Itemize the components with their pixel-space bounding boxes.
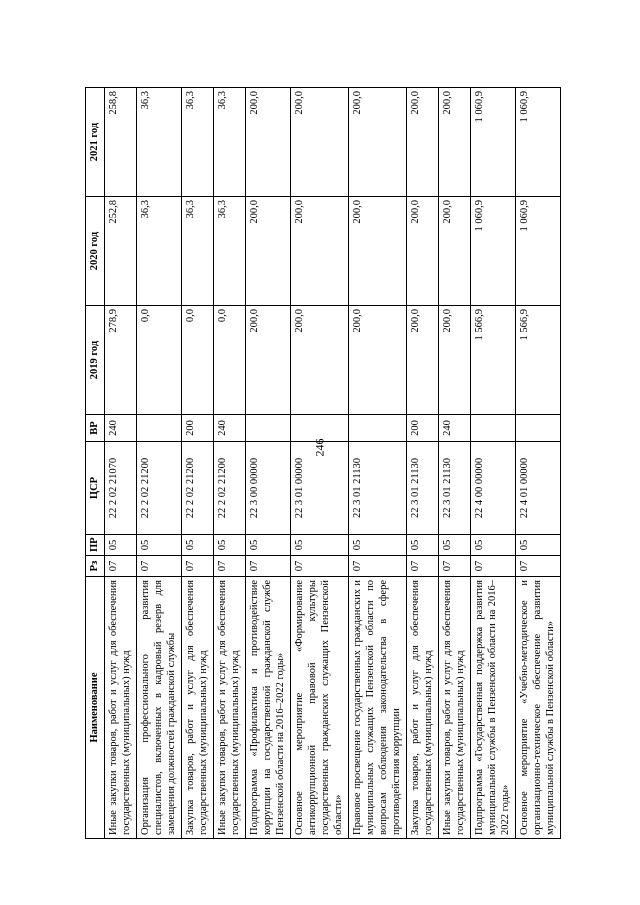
cell-rz: 07 xyxy=(137,556,182,577)
cell-2020: 1 060,9 xyxy=(516,197,561,306)
cell-csr: 22 3 01 21130 xyxy=(439,442,471,535)
cell-2020: 200,0 xyxy=(439,197,471,306)
table-row xyxy=(407,88,439,839)
cell-name: Подпрограмма «Профилактика и противодействие коррупции на государственной гражданской службе Пензенской области на 2016–2022 годы» xyxy=(246,577,291,839)
cell-pr: 05 xyxy=(214,535,246,556)
header-name: Наименование xyxy=(86,577,105,839)
cell-rz: 07 xyxy=(407,556,439,577)
rotated-table xyxy=(85,87,554,839)
table-row xyxy=(349,88,407,839)
cell-vr xyxy=(291,415,349,442)
cell-2019: 278,9 xyxy=(105,306,137,415)
header-vr: ВР xyxy=(86,415,105,442)
cell-csr: 22 3 00 00000 xyxy=(246,442,291,535)
cell-2020: 1 060,9 xyxy=(471,197,516,306)
cell-rz: 07 xyxy=(471,556,516,577)
cell-vr: 240 xyxy=(105,415,137,442)
cell-2021: 1 060,9 xyxy=(516,88,561,197)
cell-csr: 22 2 02 21070 xyxy=(105,442,137,535)
cell-name: Закупка товаров, работ и услуг для обеспечения государственных (муниципальных) нужд xyxy=(182,577,214,839)
cell-rz: 07 xyxy=(349,556,407,577)
table-row xyxy=(291,88,349,839)
cell-rz: 07 xyxy=(246,556,291,577)
cell-vr: 240 xyxy=(214,415,246,442)
cell-name: Иные закупки товаров, работ и услуг для обеспечения государственных (муниципальных) нужд xyxy=(439,577,471,839)
cell-csr: 22 2 02 21200 xyxy=(182,442,214,535)
cell-csr: 22 3 01 21130 xyxy=(407,442,439,535)
cell-rz: 07 xyxy=(439,556,471,577)
cell-2021: 1 060,9 xyxy=(471,88,516,197)
cell-csr: 22 3 01 00000 xyxy=(291,442,349,535)
cell-csr: 22 2 02 21200 xyxy=(137,442,182,535)
cell-pr: 05 xyxy=(349,535,407,556)
cell-vr xyxy=(246,415,291,442)
table-row xyxy=(214,88,246,839)
cell-2019: 0,0 xyxy=(137,306,182,415)
cell-2019: 200,0 xyxy=(291,306,349,415)
table-row xyxy=(182,88,214,839)
cell-vr xyxy=(471,415,516,442)
header-pr: ПР xyxy=(86,535,105,556)
cell-2021: 200,0 xyxy=(407,88,439,197)
cell-csr: 22 2 02 21200 xyxy=(214,442,246,535)
cell-pr: 05 xyxy=(516,535,561,556)
cell-2021: 200,0 xyxy=(349,88,407,197)
cell-vr: 200 xyxy=(407,415,439,442)
cell-name: Иные закупки товаров, работ и услуг для обеспечения государственных (муниципальных) нужд xyxy=(214,577,246,839)
table-row xyxy=(439,88,471,839)
cell-pr: 05 xyxy=(471,535,516,556)
cell-pr: 05 xyxy=(291,535,349,556)
cell-2019: 200,0 xyxy=(246,306,291,415)
cell-name: Закупка товаров, работ и услуг для обеспечения государственных (муниципальных) нужд xyxy=(407,577,439,839)
cell-2019: 1 566,9 xyxy=(471,306,516,415)
cell-2021: 200,0 xyxy=(439,88,471,197)
page-number-text: 246 xyxy=(312,438,327,457)
cell-pr: 05 xyxy=(439,535,471,556)
table-body xyxy=(105,88,561,839)
cell-2021: 200,0 xyxy=(291,88,349,197)
header-2019: 2019 год xyxy=(86,306,105,415)
cell-vr: 200 xyxy=(182,415,214,442)
cell-2020: 200,0 xyxy=(291,197,349,306)
cell-2020: 200,0 xyxy=(246,197,291,306)
cell-name: Основное мероприятие «Учебно-методическое и организационно-техническое обеспечение развития муниципальной службы в Пензенской области» xyxy=(516,577,561,839)
cell-2019: 200,0 xyxy=(407,306,439,415)
cell-rz: 07 xyxy=(516,556,561,577)
cell-csr: 22 4 01 00000 xyxy=(516,442,561,535)
table-row xyxy=(471,88,516,839)
cell-name: Организация профессионального развития специалистов, включенных в кадровый резерв для замещения должностей гражданской службы xyxy=(137,577,182,839)
cell-2021: 36,3 xyxy=(182,88,214,197)
cell-2020: 252,8 xyxy=(105,197,137,306)
cell-vr xyxy=(137,415,182,442)
budget-table xyxy=(85,87,561,839)
cell-vr: 240 xyxy=(439,415,471,442)
cell-rz: 07 xyxy=(291,556,349,577)
cell-pr: 05 xyxy=(105,535,137,556)
header-2020: 2020 год xyxy=(86,197,105,306)
cell-2021: 36,3 xyxy=(214,88,246,197)
header-rz: Рз xyxy=(86,556,105,577)
cell-2019: 0,0 xyxy=(182,306,214,415)
cell-rz: 07 xyxy=(182,556,214,577)
cell-2020: 36,3 xyxy=(182,197,214,306)
cell-name: Правовое просвещение государственных гражданских и муниципальных служащих Пензенской области по вопросам соблюдения законодательства в сфере противодействия коррупции xyxy=(349,577,407,839)
table-row xyxy=(105,88,137,839)
cell-2020: 200,0 xyxy=(349,197,407,306)
cell-2019: 0,0 xyxy=(214,306,246,415)
cell-vr xyxy=(516,415,561,442)
cell-csr: 22 4 00 00000 xyxy=(471,442,516,535)
cell-name: Основное мероприятие «Формирование антикоррупционной правовой культуры государственных гражданских служащих Пензенской области» xyxy=(291,577,349,839)
cell-2021: 36,3 xyxy=(137,88,182,197)
cell-pr: 05 xyxy=(182,535,214,556)
header-2021: 2021 год xyxy=(86,88,105,197)
cell-2020: 36,3 xyxy=(214,197,246,306)
cell-2021: 200,0 xyxy=(246,88,291,197)
cell-2019: 1 566,9 xyxy=(516,306,561,415)
cell-2019: 200,0 xyxy=(349,306,407,415)
cell-pr: 05 xyxy=(137,535,182,556)
cell-2020: 200,0 xyxy=(407,197,439,306)
cell-pr: 05 xyxy=(407,535,439,556)
cell-vr xyxy=(349,415,407,442)
cell-2021: 258,8 xyxy=(105,88,137,197)
cell-name: Иные закупки товаров, работ и услуг для обеспечения государственных (муниципальных) нужд xyxy=(105,577,137,839)
table-row xyxy=(246,88,291,839)
table-row xyxy=(516,88,561,839)
budget-table-container xyxy=(85,87,554,839)
cell-csr: 22 3 01 21130 xyxy=(349,442,407,535)
cell-rz: 07 xyxy=(105,556,137,577)
cell-2019: 200,0 xyxy=(439,306,471,415)
table-header-row xyxy=(86,88,105,839)
cell-2020: 36,3 xyxy=(137,197,182,306)
header-csr: ЦСР xyxy=(86,442,105,535)
cell-name: Подпрограмма «Государственная поддержка развития муниципальной службы в Пензенской области на 2016–2022 годы» xyxy=(471,577,516,839)
cell-rz: 07 xyxy=(214,556,246,577)
table-row xyxy=(137,88,182,839)
cell-pr: 05 xyxy=(246,535,291,556)
